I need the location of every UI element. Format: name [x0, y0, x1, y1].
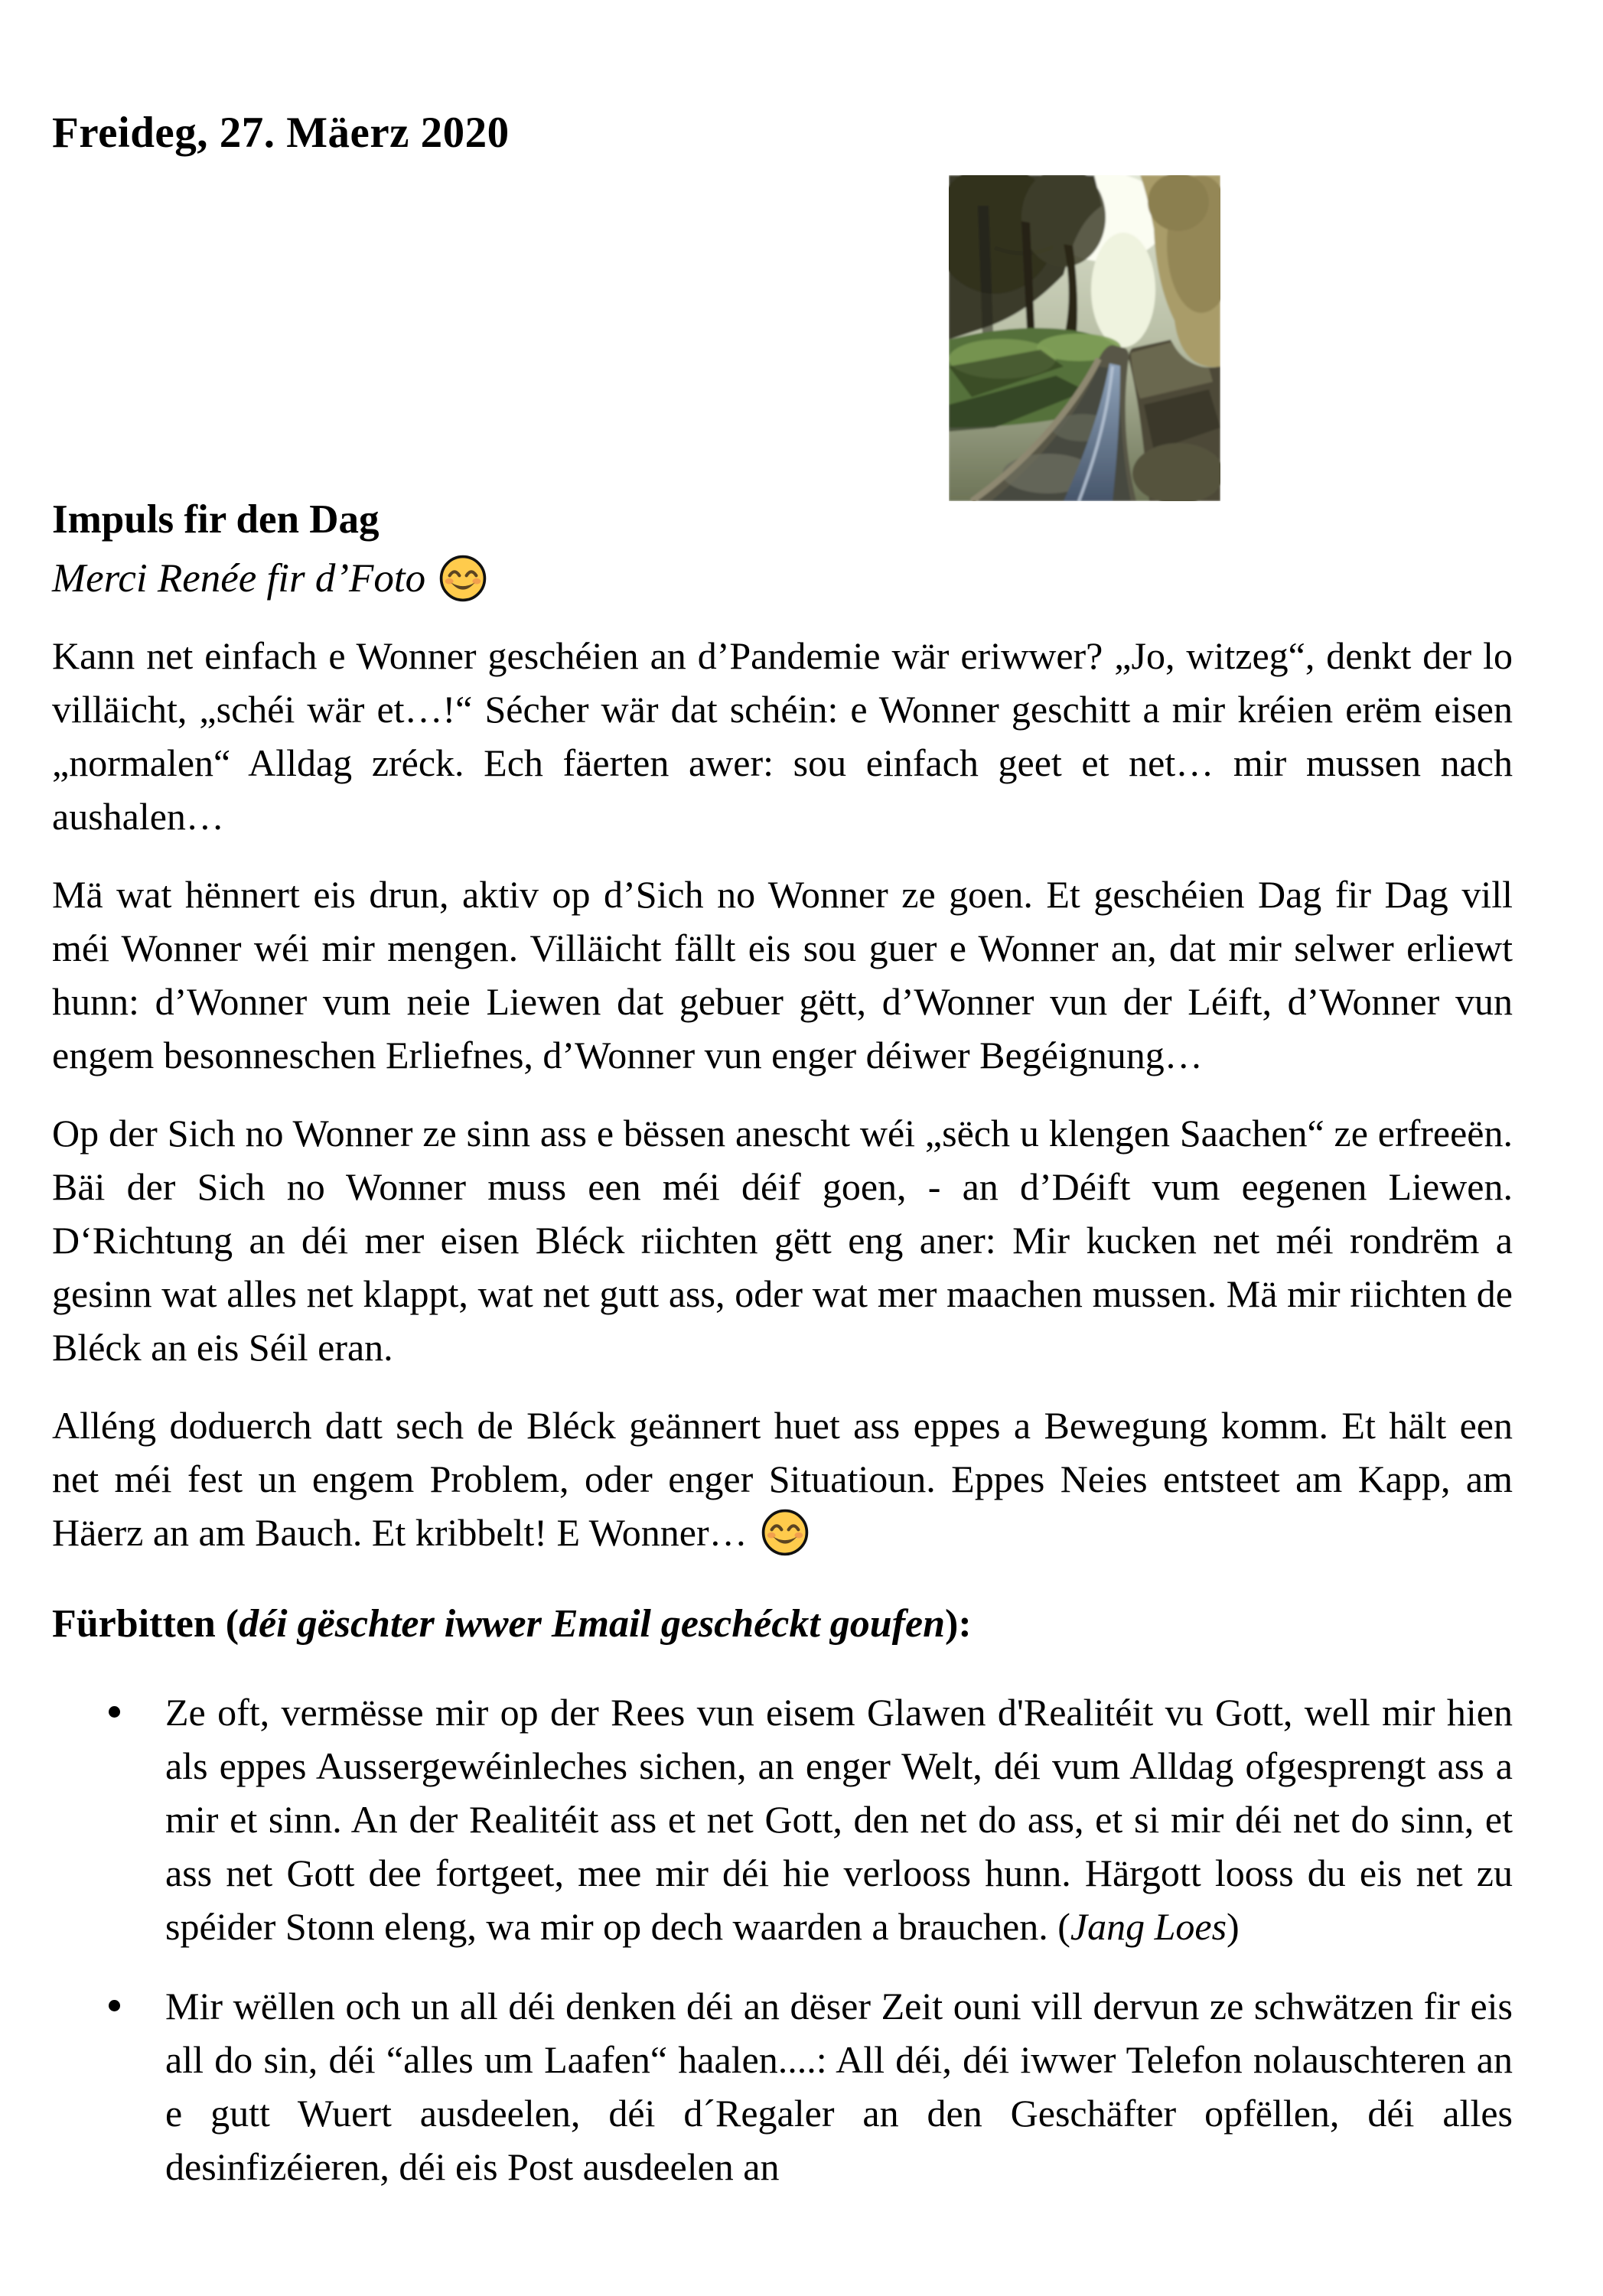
intercessions-list — [52, 1685, 1513, 2193]
intercession-item — [52, 1979, 1513, 2193]
smiling-face-emoji-icon — [760, 1507, 810, 1558]
fuerbitten-heading — [52, 1599, 1513, 1649]
paragraph-1: Kann net einfach e Wonner geschéien an d’Pandemie wär eriwwer? „Jo, witzeg“, denkt der lo villäicht, „schéi wär et…!“ Sécher wär dat schéin: e Wonner geschitt a mir kréien erëm eisen „normalen“ Alldag zréck. Ech fäerten awer: sou einfach geet et net… mir mussen nach aushalen… — [52, 633, 1513, 838]
intercession-item — [52, 1685, 1513, 1953]
paragraph-4-text: Alléng doduerch datt sech de Bléck geännert huet ass eppes a Bewegung komm. Et hält een net méi fest un engem Problem, oder enger Situatioun. Eppes Neies entsteet am Kapp, am Häerz an am Bauch. Et kribbelt! E Wonner… — [52, 1403, 1513, 1554]
paragraph-2: Mä wat hënnert eis drun, aktiv op d’Sich no Wonner ze goen. Et geschéien Dag fir Dag vill méi Wonner wéi mir mengen. Villäicht fällt eis sou guer e Wonner an, dat mir selwer erliewt hunn: d’Wonner vum neie Liewen dat gebuer gëtt, d’Wonner vun der Léift, d’Wonner vun engem besonneschen Erliefnes, d’Wonner vun enger déiwer Begéignung… — [52, 872, 1513, 1076]
intercession-attribution: Jang Loes — [1070, 1904, 1227, 1948]
page-title: Freideg, 27. Mäerz 2020 — [52, 109, 510, 157]
intercession-closing: ) — [1227, 1904, 1240, 1948]
fuerbitten-heading-italic: déi gëschter iwwer Email geschéckt goufen — [239, 1601, 946, 1646]
paragraph-4 — [52, 1399, 1513, 1559]
fuerbitten-heading-prefix: Fürbitten ( — [52, 1601, 239, 1646]
photo-credit-text: Merci Renée fir d’Foto — [52, 555, 426, 601]
intercession-text: Ze oft, vermësse mir op der Rees vun eisem Glawen d'Realitéit vu Gott, well mir hien als eppes Aussergewéinleches sichen, an enger Welt, déi vum Alldag ofgesprengt ass a mir et sinn. An der Realitéit ass et net Gott, den net do ass, et si mir déi net do sinn, et ass net Gott dee fortgeet, mee mir déi hie verlooss hunn. Härgott looss du eis net zu spéider Stonn eleng, wa mir op dech waarden a brauchen. ( — [165, 1690, 1513, 1948]
impuls-heading: Impuls fir den Dag — [52, 497, 380, 542]
smiling-face-emoji-icon — [438, 553, 488, 604]
photo-credit-line — [52, 549, 1513, 607]
bullet-icon — [109, 1706, 120, 1718]
paragraph-3: Op der Sich no Wonner ze sinn ass e bëssen anescht wéi „sëch u klengen Saachen“ ze erfreeën. Bäi der Sich no Wonner muss een méi déif goen, - an d’Déift vum eegenen Liewen. D‘Richtung an déi mer eisen Bléck riichten gëtt eng aner: Mir kucken net méi rondrëm a gesinn wat alles net klappt, wat net gutt ass, oder wat mer maachen mussen. Mä mir riichten de Bléck an eis Séil eran. — [52, 1111, 1513, 1369]
bullet-icon — [109, 2000, 120, 2011]
fuerbitten-heading-suffix: ): — [945, 1601, 972, 1646]
park-stream-photo-graphic — [949, 175, 1220, 501]
intercession-text: Mir wëllen och un all déi denken déi an dëser Zeit ouni vill dervun ze schwätzen fir eis all do sin, déi “alles um Laafen“ haalen....: All déi, déi iwwer Telefon nolauschteren an e gutt Wuert ausdeelen, déi d´Regaler an den Geschäfter opfëllen, déi alles desinfizéieren, déi eis Post ausdeelen an — [165, 1984, 1513, 2188]
park-stream-photo — [949, 175, 1220, 501]
